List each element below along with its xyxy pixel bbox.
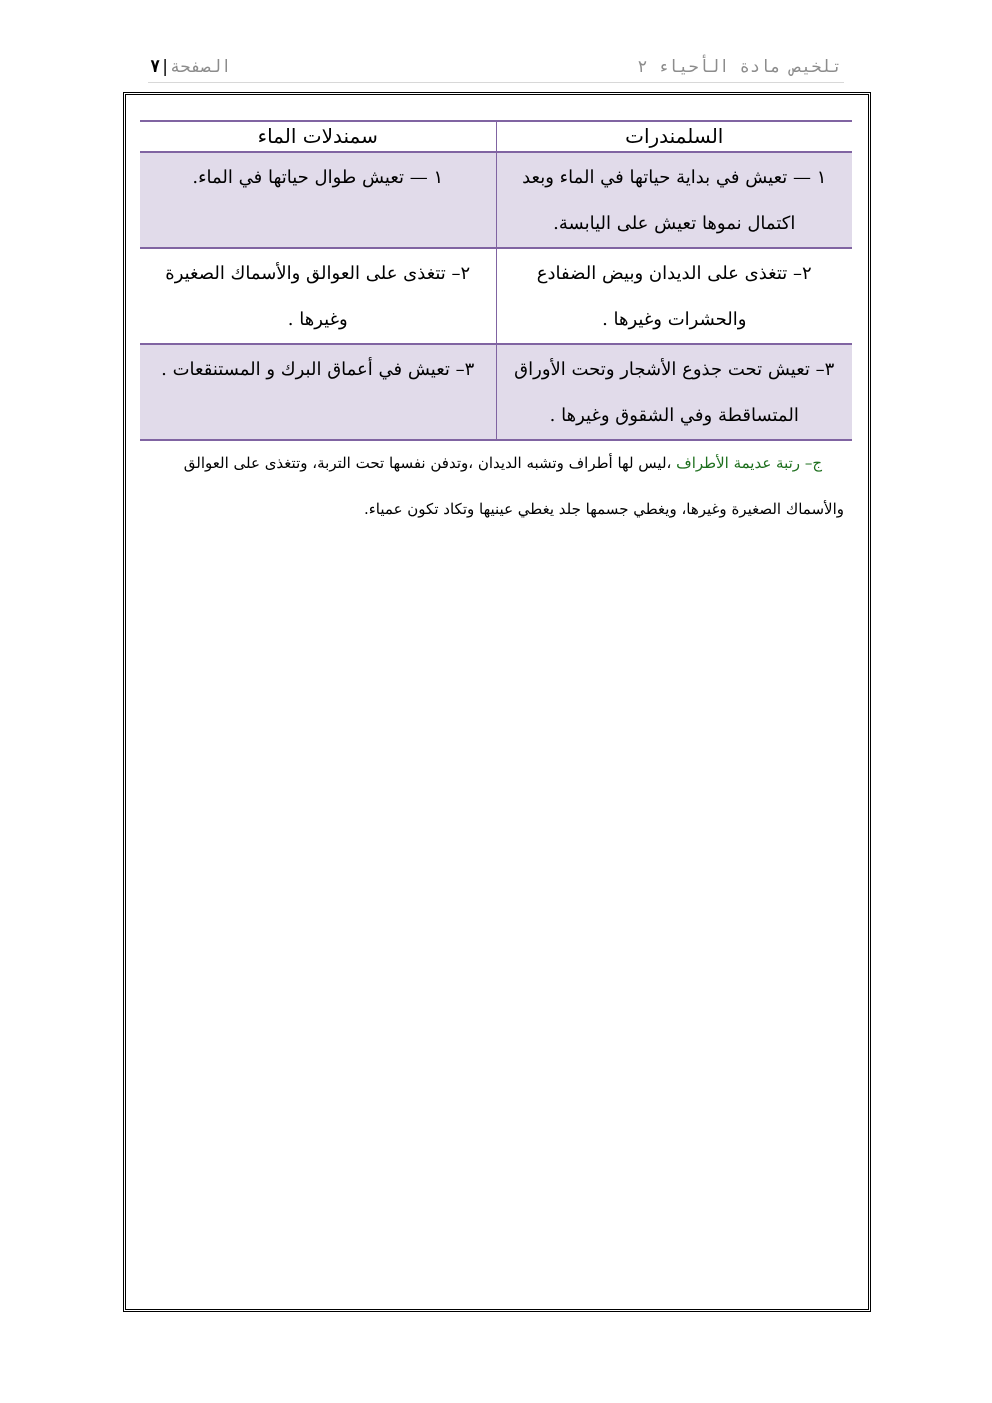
page-separator: | xyxy=(162,57,168,77)
comparison-table xyxy=(140,120,852,441)
page-indicator xyxy=(150,57,231,77)
table-header-row xyxy=(140,121,852,152)
header-newts: سمندلات الماء xyxy=(140,121,496,152)
page-number: ٧ xyxy=(150,57,161,77)
cell-salamanders: ٣– تعيش تحت جذوع الأشجار وتحت الأوراق المتساقطة وفي الشقوق وغيرها . xyxy=(496,344,852,440)
document-title: تلخيص مادة الأحياء ٢ xyxy=(637,57,842,77)
note-paragraph xyxy=(148,440,844,532)
cell-newts: ١ — تعيش طوال حياتها في الماء. xyxy=(140,152,496,248)
cell-newts: ٣– تعيش في أعماق البرك و المستنقعات . xyxy=(140,344,496,440)
table-row xyxy=(140,152,852,248)
note-text: ،ليس لها أطراف وتشبه الديدان ،وتدفن نفسها تحت التربة، وتتغذى على العوالق والأسماك الصغيرة وغيرها، ويغطي جسمها جلد يغطي عينيها وتكاد تكون عمياء. xyxy=(183,454,844,518)
table-row xyxy=(140,344,852,440)
cell-salamanders: ٢– تتغذى على الديدان وبيض الضفادع والحشرات وغيرها . xyxy=(496,248,852,344)
note-label: ج– رتبة عديمة الأطراف xyxy=(676,454,822,472)
cell-newts: ٢– تتغذى على العوالق والأسماك الصغيرة وغيرها . xyxy=(140,248,496,344)
page-header xyxy=(148,56,844,83)
header-salamanders: السلمندرات xyxy=(496,121,852,152)
table-row xyxy=(140,248,852,344)
cell-salamanders: ١ — تعيش في بداية حياتها في الماء وبعد اكتمال نموها تعيش على اليابسة. xyxy=(496,152,852,248)
page-label: الصفحة xyxy=(169,57,232,77)
